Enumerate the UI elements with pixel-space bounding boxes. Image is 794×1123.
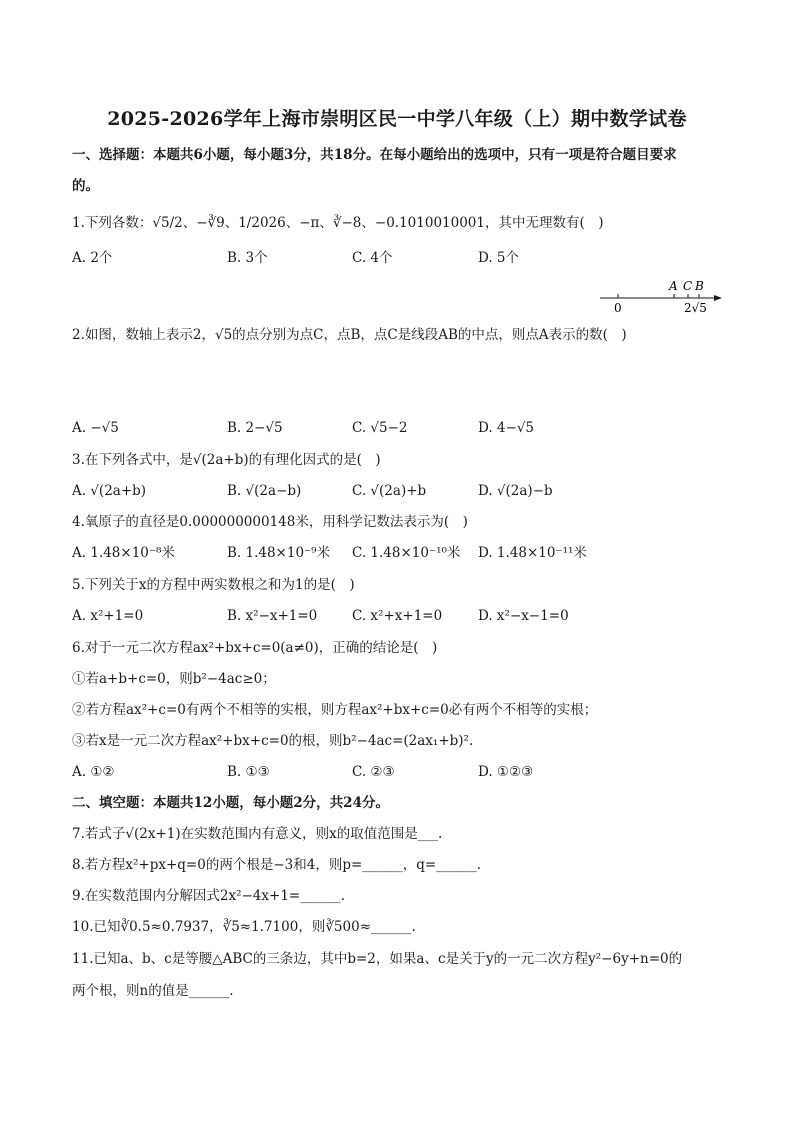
q4-stem: 4.氧原子的直径是0.000000000148米，用科学记数法表示为( ) — [72, 514, 468, 530]
q2-option-c: C. √5−2 — [352, 420, 408, 436]
page-title: 2025-2026学年上海市崇明区民一中学八年级（上）期中数学试卷 — [107, 108, 687, 130]
q6-statement-3: ③若x是一元二次方程ax²+bx+c=0的根，则b²−4ac=(2ax₁+b)². — [72, 733, 474, 749]
q5-option-c: C. x²+x+1=0 — [352, 608, 443, 624]
section2-heading: 二、填空题：本题共12小题，每小题2分，共24分。 — [72, 795, 389, 811]
q6-stem: 6.对于一元二次方程ax²+bx+c=0(a≠0)，正确的结论是( ) — [72, 640, 438, 656]
label-two-root-five: 2√5 — [684, 301, 707, 315]
q4-option-d: D. 1.48×10⁻¹¹米 — [478, 545, 587, 561]
q3-stem: 3.在下列各式中，是√(2a+b)的有理化因式的是( ) — [72, 452, 381, 468]
q5-option-d: D. x²−x−1=0 — [478, 608, 569, 624]
q2-stem: 2.如图，数轴上表示2，√5的点分别为点C，点B，点C是线段AB的中点，则点A表示的数( ) — [72, 327, 627, 343]
q8-text: 8.若方程x²+px+q=0的两个根是−3和4，则p=______，q=______. — [72, 857, 482, 873]
number-line-figure — [596, 276, 724, 318]
q9-text: 9.在实数范围内分解因式2x²−4x+1=______. — [72, 888, 346, 904]
q1-option-b: B. 3个 — [227, 250, 268, 266]
q4-option-c: C. 1.48×10⁻¹⁰米 — [352, 545, 461, 561]
q11-text-line2: 两个根，则n的值是______. — [72, 983, 234, 999]
point-label-a: A — [669, 279, 678, 293]
q5-stem: 5.下列关于x的方程中两实数根之和为1的是( ) — [72, 577, 355, 593]
point-label-c: C — [683, 279, 693, 293]
q11-text-line1: 11.已知a、b、c是等腰△ABC的三条边，其中b=2，如果a、c是关于y的一元二次方程y²−6y+n=0的 — [72, 951, 683, 967]
q6-option-c: C. ②③ — [352, 764, 395, 780]
q7-text: 7.若式子√(2x+1)在实数范围内有意义，则x的取值范围是___. — [72, 826, 443, 842]
q3-option-d: D. √(2a)−b — [478, 483, 553, 499]
q2-option-b: B. 2−√5 — [227, 420, 283, 436]
q5-option-a: A. x²+1=0 — [72, 608, 144, 624]
q3-option-b: B. √(2a−b) — [227, 483, 302, 499]
point-label-b: B — [695, 279, 704, 293]
q3-option-a: A. √(2a+b) — [72, 483, 147, 499]
q2-option-a: A. −√5 — [72, 420, 119, 436]
q5-option-b: B. x²−x+1=0 — [227, 608, 318, 624]
q1-option-a: A. 2个 — [72, 250, 113, 266]
q6-option-a: A. ①② — [72, 764, 115, 780]
q10-text: 10.已知∛0.5≈0.7937，∛5≈1.7100，则∛500≈______. — [72, 919, 416, 935]
section1-heading-line1: 一、选择题：本题共6小题，每小题3分，共18分。在每小题给出的选项中，只有一项是符合题目要求 — [72, 147, 677, 163]
q1-stem: 1.下列各数：√5/2、−∛9、1/2026、−π、∛−8、−0.1010010001，其中无理数有( ) — [72, 215, 604, 231]
arrow-icon — [714, 295, 722, 301]
q6-statement-2: ②若方程ax²+c=0有两个不相等的实根，则方程ax²+bx+c=0必有两个不相等的实根； — [72, 702, 598, 718]
q6-option-b: B. ①③ — [227, 764, 270, 780]
q1-option-d: D. 5个 — [478, 250, 520, 266]
q6-statement-1: ①若a+b+c=0，则b²−4ac≥0； — [72, 671, 276, 687]
q1-option-c: C. 4个 — [352, 250, 393, 266]
q4-option-b: B. 1.48×10⁻⁹米 — [227, 545, 331, 561]
q6-option-d: D. ①②③ — [478, 764, 534, 780]
q2-option-d: D. 4−√5 — [478, 420, 535, 436]
q3-option-c: C. √(2a)+b — [352, 483, 427, 499]
section1-heading-line2: 的。 — [72, 178, 99, 194]
label-zero: 0 — [614, 301, 622, 315]
q4-option-a: A. 1.48×10⁻⁸米 — [72, 545, 175, 561]
